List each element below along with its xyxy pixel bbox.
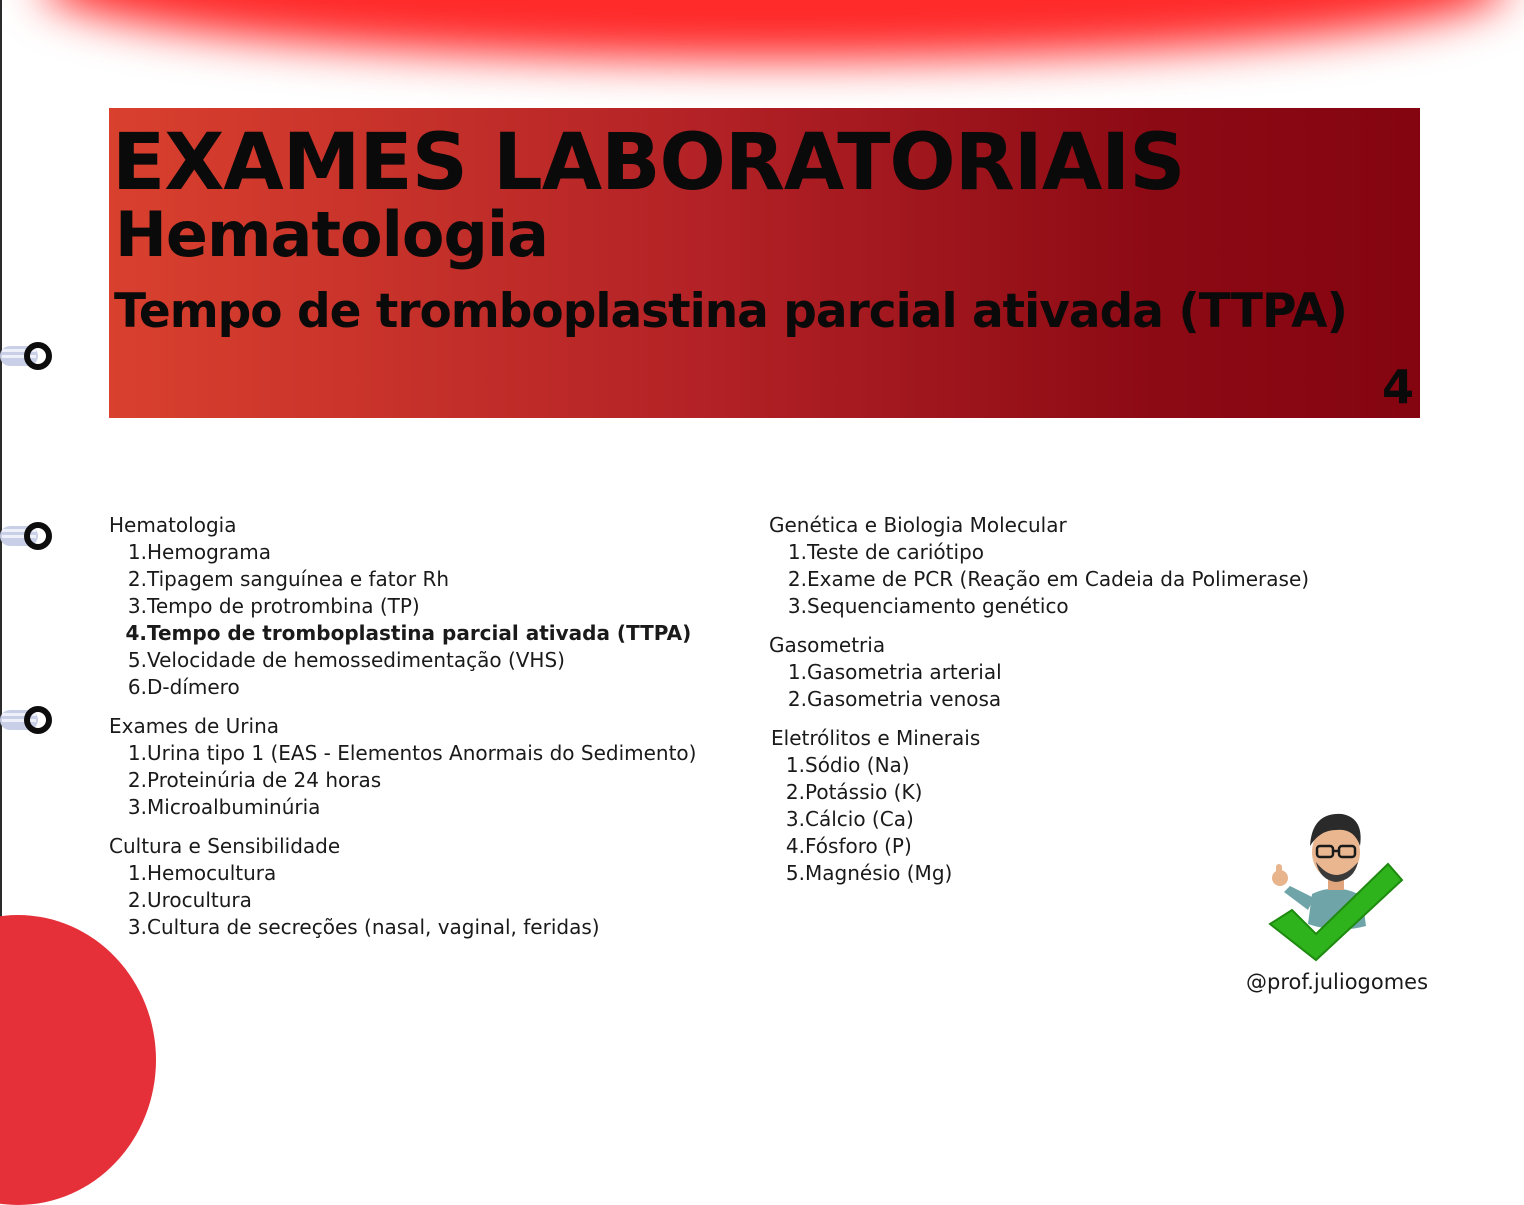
author-handle[interactable]: @prof.juliogomes <box>1246 970 1429 994</box>
list-item[interactable] <box>109 860 749 887</box>
item-label: Exame de PCR (Reação em Cadeia da Polimerase) <box>807 567 1310 591</box>
list-item[interactable] <box>769 566 1369 593</box>
group-title: Exames de Urina <box>109 714 279 738</box>
item-label: Hemograma <box>147 540 271 564</box>
banner-subtitle: Hematologia <box>115 198 548 271</box>
item-number: 4. <box>785 834 805 858</box>
item-label: Tempo de protrombina (TP) <box>147 594 420 618</box>
list-item[interactable] <box>771 752 1369 779</box>
spiral-ring-icon <box>0 340 56 372</box>
item-number: 2. <box>787 567 807 591</box>
group-exames-de-urina <box>109 713 749 821</box>
item-number: 1. <box>127 741 147 765</box>
list-item[interactable] <box>771 779 1369 806</box>
item-number: 1. <box>785 753 805 777</box>
item-number: 6. <box>127 675 147 699</box>
item-label: Sequenciamento genético <box>807 594 1069 618</box>
list-item[interactable] <box>109 794 749 821</box>
item-number: 2. <box>127 888 147 912</box>
item-number: 5. <box>127 648 147 672</box>
spiral-ring-icon <box>0 704 56 736</box>
item-number: 4. <box>125 621 147 645</box>
item-number: 2. <box>127 768 147 792</box>
list-item[interactable] <box>769 539 1369 566</box>
item-label: Fósforo (P) <box>805 834 912 858</box>
item-number: 2. <box>787 687 807 711</box>
group-title: Genética e Biologia Molecular <box>769 513 1067 537</box>
list-item[interactable] <box>769 686 1369 713</box>
group-hematologia <box>109 512 749 701</box>
list-item[interactable] <box>109 647 749 674</box>
group-title: Hematologia <box>109 513 237 537</box>
item-number: 2. <box>785 780 805 804</box>
item-number: 5. <box>785 861 805 885</box>
list-item[interactable] <box>769 659 1369 686</box>
list-item[interactable] <box>769 593 1369 620</box>
exam-list-left <box>109 512 749 953</box>
group-gasometria <box>769 632 1369 713</box>
banner-topic: Tempo de tromboplastina parcial ativada (TTPA) <box>114 284 1347 339</box>
spiral-ring-icon <box>0 520 56 552</box>
item-label: Cultura de secreções (nasal, vaginal, feridas) <box>147 915 600 939</box>
item-label: D-dímero <box>147 675 240 699</box>
list-item[interactable] <box>109 539 749 566</box>
list-item-active[interactable] <box>109 620 749 647</box>
corner-red-circle <box>0 915 156 1205</box>
item-label: Teste de cariótipo <box>807 540 985 564</box>
item-number: 3. <box>785 807 805 831</box>
group-cultura-e-sensibilidade <box>109 833 749 941</box>
item-label: Magnésio (Mg) <box>805 861 953 885</box>
list-item[interactable] <box>109 674 749 701</box>
topic-number: 4 <box>1381 360 1414 414</box>
list-item[interactable] <box>109 566 749 593</box>
item-label: Urina tipo 1 (EAS - Elementos Anormais do Sedimento) <box>147 741 697 765</box>
item-number: 1. <box>127 540 147 564</box>
item-label: Velocidade de hemossedimentação (VHS) <box>147 648 565 672</box>
item-label: Cálcio (Ca) <box>805 807 914 831</box>
item-label: Gasometria arterial <box>807 660 1002 684</box>
list-item[interactable] <box>109 767 749 794</box>
header-banner <box>109 108 1420 418</box>
item-number: 1. <box>127 861 147 885</box>
item-number: 1. <box>787 660 807 684</box>
top-red-glow <box>40 0 1510 60</box>
item-number: 3. <box>127 594 147 618</box>
item-label: Sódio (Na) <box>805 753 910 777</box>
item-number: 3. <box>787 594 807 618</box>
item-label: Urocultura <box>147 888 252 912</box>
list-item[interactable] <box>109 914 749 941</box>
teacher-avatar-with-check-icon <box>1262 806 1412 966</box>
item-label: Tempo de tromboplastina parcial ativada (TTPA) <box>147 621 692 645</box>
list-item[interactable] <box>109 740 749 767</box>
item-number: 2. <box>127 567 147 591</box>
item-number: 3. <box>127 795 147 819</box>
item-label: Microalbuminúria <box>147 795 321 819</box>
item-label: Tipagem sanguínea e fator Rh <box>147 567 450 591</box>
group-title: Cultura e Sensibilidade <box>109 834 341 858</box>
item-label: Gasometria venosa <box>807 687 1002 711</box>
item-number: 1. <box>787 540 807 564</box>
group-title: Eletrólitos e Minerais <box>771 726 981 750</box>
list-item[interactable] <box>109 593 749 620</box>
group-genetica <box>769 512 1369 620</box>
item-label: Potássio (K) <box>805 780 923 804</box>
item-label: Proteinúria de 24 horas <box>147 768 382 792</box>
list-item[interactable] <box>109 887 749 914</box>
item-number: 3. <box>127 915 147 939</box>
group-title: Gasometria <box>769 633 886 657</box>
banner-title: EXAMES LABORATORIAIS <box>112 118 1185 208</box>
item-label: Hemocultura <box>147 861 277 885</box>
